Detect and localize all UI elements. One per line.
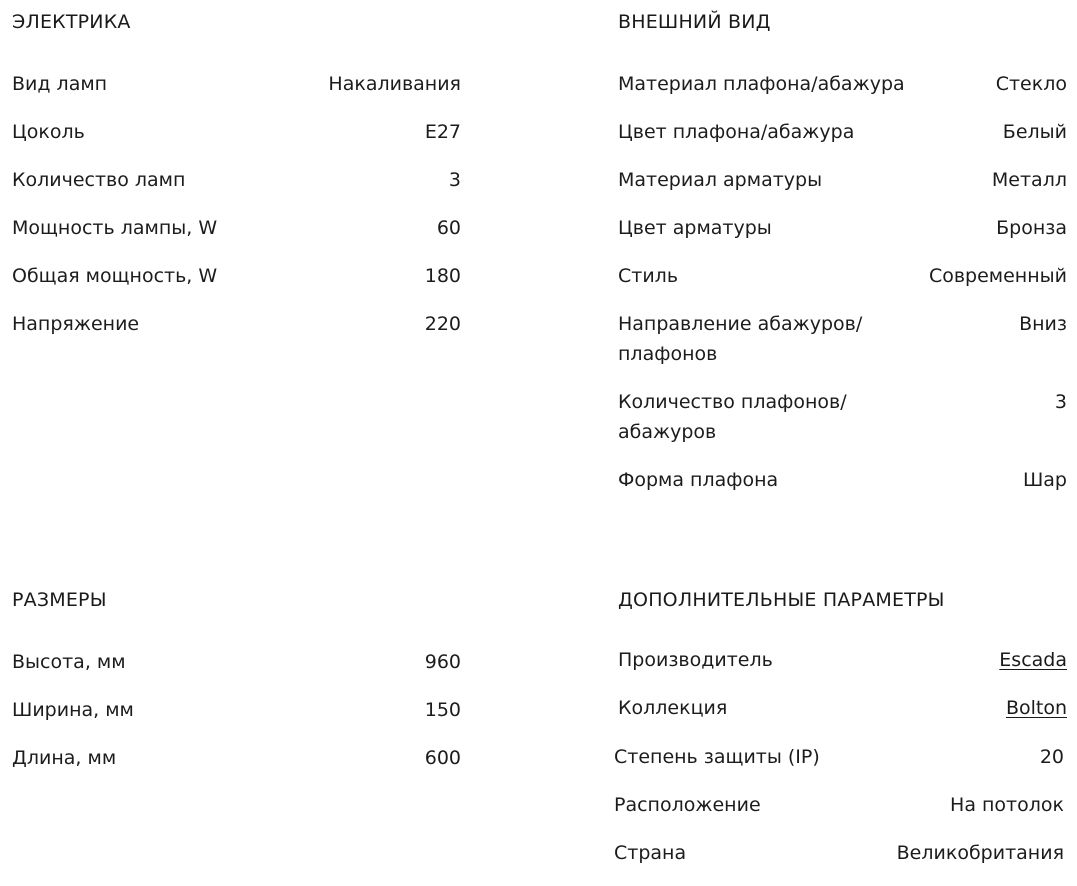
- spec-value: 960: [424, 651, 461, 673]
- section-title-electrics: ЭЛЕКТРИКА: [12, 11, 131, 33]
- spec-label: Цоколь: [12, 121, 85, 143]
- extra-section: [618, 588, 1067, 612]
- spec-value: 3: [1054, 391, 1067, 413]
- spec-row-width: [12, 695, 461, 725]
- spec-label: Количество ламп: [12, 169, 186, 191]
- spec-row-length: [12, 743, 461, 773]
- spec-value: Белый: [1002, 121, 1067, 143]
- spec-value: 600: [424, 747, 461, 769]
- spec-value: 60: [436, 217, 461, 239]
- extra-list-links: [618, 645, 1067, 741]
- spec-value: 20: [1039, 746, 1064, 768]
- section-title-sizes: РАЗМЕРЫ: [12, 589, 107, 611]
- spec-row-shade-material: [618, 69, 1067, 99]
- spec-label: Расположение: [614, 794, 761, 816]
- electrics-section: [12, 10, 461, 357]
- spec-label: Вид ламп: [12, 73, 108, 95]
- spec-row-total-power: [12, 261, 461, 291]
- spec-row-lamp-type: [12, 69, 461, 99]
- spec-row-frame-color: [618, 213, 1067, 243]
- spec-value: Шар: [1022, 469, 1067, 491]
- spec-value: На потолок: [950, 794, 1064, 816]
- spec-label: Коллекция: [618, 697, 728, 719]
- spec-row-shade-count: [618, 387, 1067, 447]
- spec-row-shade-direction: [618, 309, 1067, 369]
- spec-value: Современный: [928, 265, 1067, 287]
- spec-label: Материал плафона/абажура: [618, 73, 905, 95]
- spec-value: 220: [424, 313, 461, 335]
- spec-row-country: [614, 838, 1064, 868]
- spec-label: Длина, мм: [12, 747, 117, 769]
- spec-label: Мощность лампы, W: [12, 217, 218, 239]
- collection-link[interactable]: Bolton: [1005, 697, 1067, 719]
- spec-value: 150: [424, 699, 461, 721]
- appearance-list: [618, 69, 1067, 495]
- spec-value: Великобритания: [896, 842, 1064, 864]
- spec-row-style: [618, 261, 1067, 291]
- spec-label: Форма плафона: [618, 469, 779, 491]
- spec-label: Материал арматуры: [618, 169, 823, 191]
- spec-row-height: [12, 647, 461, 677]
- spec-label: Цвет арматуры: [618, 217, 772, 239]
- spec-value: Накаливания: [328, 73, 461, 95]
- spec-value: Вниз: [1019, 313, 1067, 335]
- spec-row-placement: [614, 790, 1064, 820]
- spec-row-shade-color: [618, 117, 1067, 147]
- spec-row-frame-material: [618, 165, 1067, 195]
- electrics-list: [12, 69, 461, 339]
- spec-value: Бронза: [996, 217, 1067, 239]
- spec-label: Ширина, мм: [12, 699, 134, 721]
- section-title-appearance: ВНЕШНИЙ ВИД: [618, 11, 771, 33]
- appearance-section: [618, 10, 1067, 513]
- spec-row-lamp-power: [12, 213, 461, 243]
- spec-value: 180: [424, 265, 461, 287]
- spec-value: 3: [448, 169, 461, 191]
- spec-label: Производитель: [618, 649, 773, 671]
- sizes-section: [12, 588, 461, 791]
- spec-row-ip-rating: [614, 742, 1064, 772]
- spec-value: Металл: [991, 169, 1067, 191]
- spec-label: Стиль: [618, 265, 679, 287]
- spec-row-manufacturer: [618, 645, 1067, 675]
- manufacturer-link[interactable]: Escada: [999, 649, 1067, 671]
- section-title-extra: ДОПОЛНИТЕЛЬНЫЕ ПАРАМЕТРЫ: [618, 589, 945, 611]
- spec-row-socket: [12, 117, 461, 147]
- spec-row-voltage: [12, 309, 461, 339]
- spec-label: Цвет плафона/абажура: [618, 121, 855, 143]
- spec-label: Направление абажуров/ плафонов: [618, 313, 863, 365]
- spec-label: Общая мощность, W: [12, 265, 218, 287]
- spec-row-collection: [618, 693, 1067, 723]
- spec-label: Напряжение: [12, 313, 140, 335]
- spec-label: Высота, мм: [12, 651, 126, 673]
- spec-value: E27: [424, 121, 461, 143]
- extra-list: [614, 742, 1064, 886]
- spec-row-lamp-count: [12, 165, 461, 195]
- spec-label: Страна: [614, 842, 687, 864]
- spec-label: Степень защиты (IP): [614, 746, 820, 768]
- spec-label: Количество плафонов/ абажуров: [618, 391, 847, 443]
- spec-value: Стекло: [995, 73, 1067, 95]
- sizes-list: [12, 647, 461, 773]
- spec-row-shade-shape: [618, 465, 1067, 495]
